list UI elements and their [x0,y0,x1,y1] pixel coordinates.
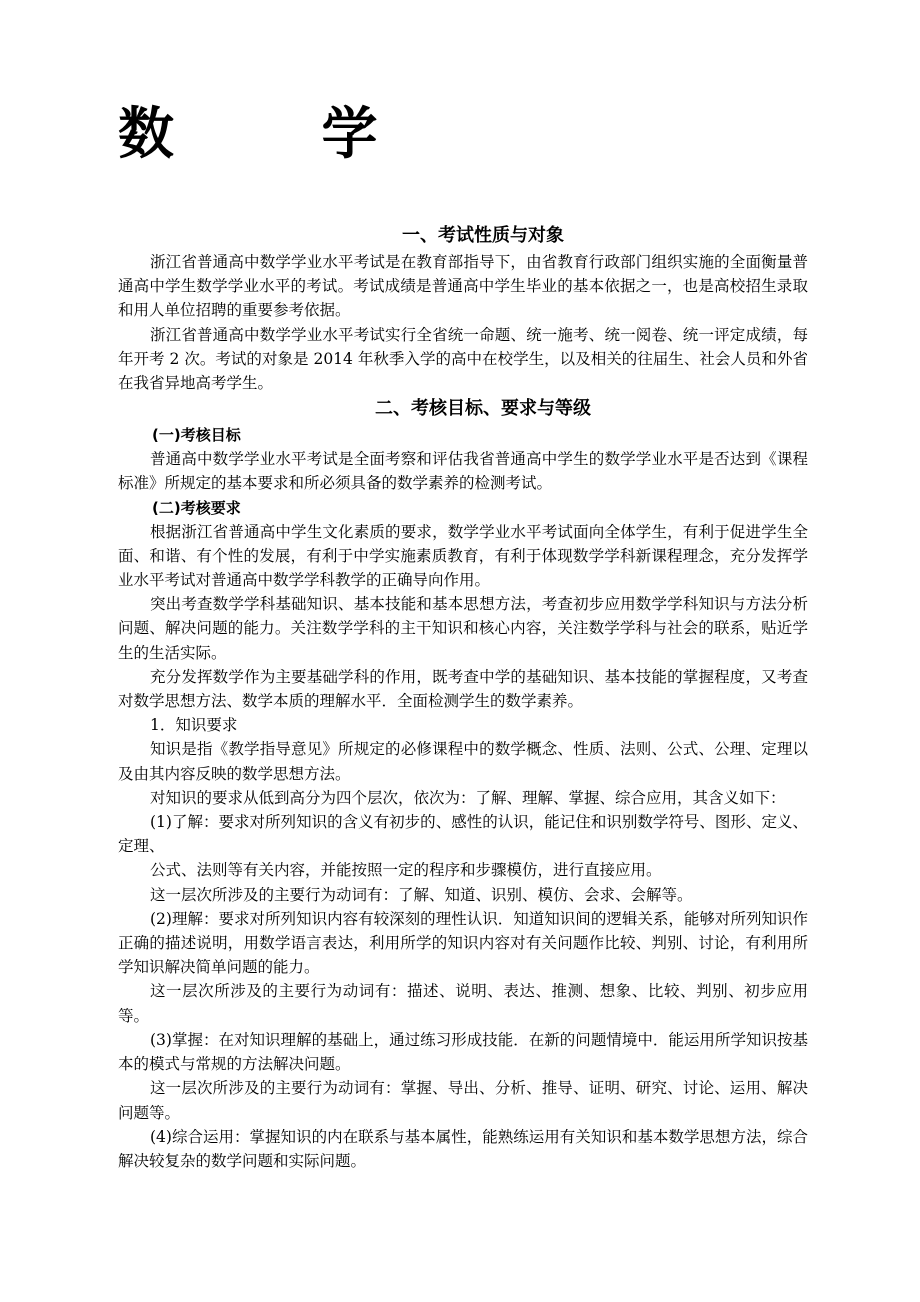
section-1-paragraph-2: 浙江省普通高中数学学业水平考试实行全省统一命题、统一施考、统一阅卷、统一评定成绩，每年开考 2 次。考试的对象是 2014 年秋季入学的高中在校学生，以及相关的往届生、社会人员和外省在我省异地高考学生。 [118,325,808,393]
level-comprehensive-application: (4)综合运用：掌握知识的内在联系与基本属性，能熟练运用有关知识和基本数学思想方法，综合解决较复杂的数学问题和实际问题。 [118,1127,808,1170]
knowledge-paragraph-1: 知识是指《教学指导意见》所规定的必修课程中的数学概念、性质、法则、公式、公理、定理以及由其内容反映的数学思想方法。 [118,740,808,783]
level-understand-basic-verbs: 这一层次所涉及的主要行为动词有：了解、知道、识别、模仿、会求、会解等。 [150,885,693,904]
requirements-paragraph-2: 突出考查数学学科基础知识、基本技能和基本思想方法，考查初步应用数学学科知识与方法分析问题、解决问题的能力。关注数学学科的主干知识和核心内容，关注数学学科与社会的联系，贴近学生的生活实际。 [118,595,808,662]
subsection-assessment-goal: (一)考核目标 [152,426,241,445]
level-comprehend-verbs: 这一层次所涉及的主要行为动词有：描述、说明、表达、推测、想象、比较、判别、初步应用等。 [118,982,808,1025]
page-title: 数 学 [118,101,442,167]
level-master: (3)掌握：在对知识理解的基础上，通过练习形成技能．在新的问题情境中．能运用所学知识按基本的模式与常规的方法解决问题。 [118,1030,808,1074]
document-body [118,222,808,1173]
level-master-verbs: 这一层次所涉及的主要行为动词有：掌握、导出、分析、推导、证明、研究、讨论、运用、解决问题等。 [118,1079,808,1122]
assessment-goal-paragraph: 普通高中数学学业水平考试是全面考察和评估我省普通高中学生的数学学业水平是否达到《课程标准》所规定的基本要求和所必须具备的数学素养的检测考试。 [118,450,808,493]
knowledge-paragraph-2: 对知识的要求从低到高分为四个层次，依次为：了解、理解、掌握、综合应用，其含义如下： [150,788,786,807]
section-1-heading: 一、考试性质与对象 [402,225,564,246]
requirements-paragraph-3: 充分发挥数学作为主要基础学科的作用，既考查中学的基础知识、基本技能的掌握程度，又考查对数学思想方法、数学本质的理解水平．全面检测学生的数学素养。 [118,667,808,711]
subsection-assessment-requirements: (二)考核要求 [152,498,241,517]
requirements-paragraph-1: 根据浙江省普通高中学生文化素质的要求，数学学业水平考试面向全体学生，有利于促进学生全面、和谐、有个性的发展，有利于中学实施素质教育，有利于体现数学学科新课程理念，充分发挥学业水平考试对普通高中数学学科教学的正确导向作用。 [118,522,808,590]
level-comprehend: (2)理解：要求对所列知识内容有较深刻的理性认识．知道知识间的逻辑关系，能够对所列知识作正确的描述说明，用数学语言表达，利用所学的知识内容对有关问题作比较、判别、讨论，有利用所学知识解决简单问题的能力。 [118,909,808,977]
knowledge-requirements-title: 1．知识要求 [150,716,238,735]
section-2-heading: 二、考核目标、要求与等级 [375,398,591,420]
level-understand-basic-continued: 公式、法则等有关内容，并能按照一定的程序和步骤模仿，进行直接应用。 [150,861,662,880]
level-understand-basic: (1)了解：要求对所列知识的含义有初步的、感性的认识，能记住和识别数学符号、图形、定义、定理、 [118,813,808,856]
section-1-paragraph-1: 浙江省普通高中数学学业水平考试是在教育部指导下，由省教育行政部门组织实施的全面衡量普通高中学生数学学业水平的考试。考试成绩是普通高中学生毕业的基本依据之一，也是高校招生录取和用人单位招聘的重要参考依据。 [118,253,808,320]
